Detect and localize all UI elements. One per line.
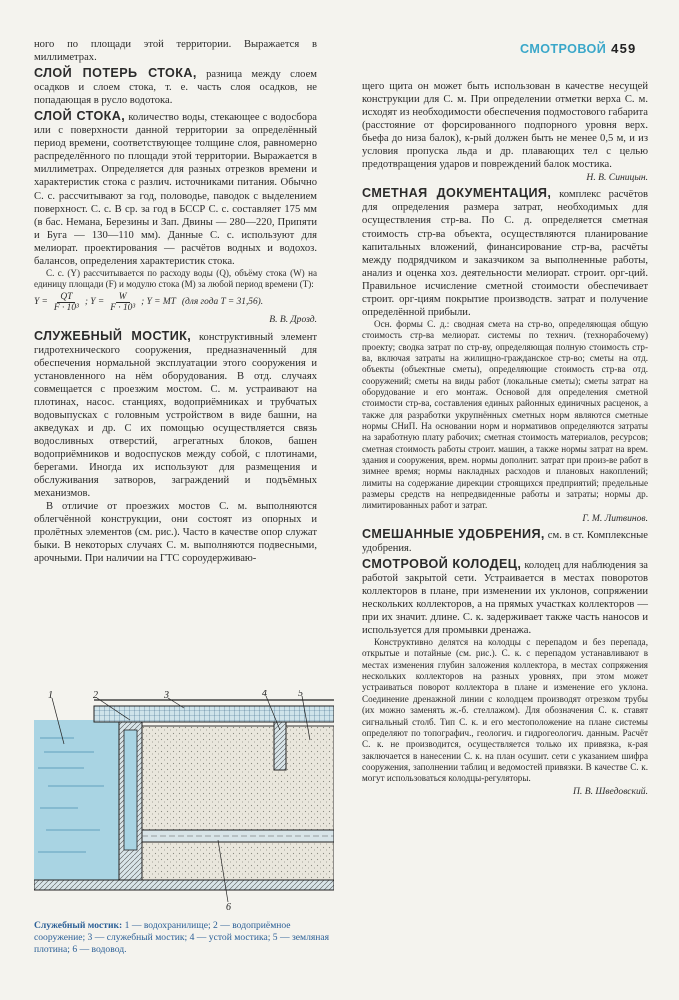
entry-small-text: Конструктивно делятся на колодцы с перепадом и без перепада, открытые и потайные (см. рис.). С. к. с перепадом устанавливают в местах изменения глубин заложения коллектора, в местах сопряжения нескольких коллекторов на разных уровнях, при этом может устраиваться поворот коллектора в плане и изменение его уклона. Соединение дренажной линии с колодцем производят отрезком трубы (их можно заменять ж.-б. стеллажом). Для обозначения С. к. ставят сигнальный столб. Тип С. к. и его местоположение на плане системы определяют по топографич., геологич. и гидрогеологич. данным. Расчёт С. к. не производится, осуществляется только их привязка, к-рая заключается в нанесении С. к. на план осушит. сети с указанием шифра сооружения, заполнении таблиц и ведомостей привязки. В качестве С. к. могут использоваться колодцы-регуляторы. bbox=[362, 637, 648, 784]
author-signature: П. В. Шведовский. bbox=[573, 785, 648, 797]
entry-headword: СЛОЙ СТОКА, bbox=[34, 109, 126, 124]
author-signature: Г. М. Литвинов. bbox=[582, 512, 648, 524]
formula-intro: С. с. (Y) рассчитывается по расходу воды (Q), объёму стока (W) на единицу площади (F) и модулю стока (M) за любой период времени (T): bbox=[34, 267, 317, 290]
entry-text: разница между слоем осадков и слоем стока, т. е. часть слоя осадков, не попадающая в русло водотока. bbox=[34, 69, 317, 107]
formula bbox=[34, 292, 317, 313]
entry-text: щего щита он может быть использован в качестве несущей конструкции для С. м. При определении отметки верха С. м. исходят из необходимости обеспечения подмостового габарита (расстояние от форсированного подпорного уровня верх. бьефа до низа балок), к-рый должен быть не менее 0,5 м, и из условия пропуска льда и др. плавающих тел с целью предотвращения ударов и повреждений балок мостика. bbox=[362, 81, 648, 171]
intro-continuation: ного по площади этой территории. Выражается в миллиметрах. bbox=[34, 39, 317, 64]
page-number: 459 bbox=[611, 41, 637, 56]
denominator: F · 10³ bbox=[110, 303, 136, 314]
numerator: W bbox=[116, 292, 130, 303]
entry-sloy-stoka bbox=[34, 110, 317, 326]
entry-continuation bbox=[362, 80, 648, 184]
author-signature: В. В. Дрозд. bbox=[269, 314, 317, 326]
label-5: 5 bbox=[298, 690, 303, 699]
formula-part: Y = bbox=[34, 297, 48, 308]
entry-text: количество воды, стекающее с водосбора или с поверхности данной территории за определённый период времени, соответствующее толщине слоя, равномерно распределённого по площади этой территории. Выражается в миллиметрах. Определяется для разных отрезков времени и характеристик стока с различ. источниками питания. Обычно С. с. рассчитывают за год, половодье, паводок с выделением поверхност. С. с. В ср. за год в БССР С. с. составляет 175 мм (в бас. Немана, Березины и Зап. Двины — 280—220, Припяти и Буга — 130—110 мм). Данные С. с. используют для мелиорат. проектирования — расчётов водных и водохоз. балансов, определения характеристик стока. bbox=[34, 112, 317, 267]
entry-headword: СЛУЖЕБНЫЙ МОСТИК, bbox=[34, 328, 192, 343]
entry-smeshannye-udobreniya bbox=[362, 528, 648, 555]
fraction bbox=[110, 292, 135, 313]
entry-small-text: Осн. формы С. д.: сводная смета на стр-во, определяющая общую стоимость стр-ва мелиорат. системы по технич. (технорабочему) проекту; сводка затрат по стр-ву, определяющая полную стоимость стр-ва, включая затраты на жилищно-гражданское стр-во; сметы на отд. объекты (объектные сметы), определяющие стоимость стр-ва отд. сооружений; сметы на виды работ (локальные сметы); сметы затрат на оборудование и его монтаж. Основой для определения сметной стоимости стр-ва, составления единых районных единичных расценок, а также для разработки укрупнённых сметных норм являются сметные нормы СНиП. На основании норм и нормативов определяются затраты на заработную плату рабочих; сметная стоимость материалов, ресурсов; сметная стоимость работы строит. машин, а также нормы затрат на врем. здания и сооружения, врем. нормы дополнит. затрат при произ-ве работ в зимнее время; нормы накладных расходов и плановых накоплений; лимиты на содержание дирекции строящихся предприятий; предельные размеры средств на непредвиденные работы и затраты; нормы др. лимитированных работ и затрат. bbox=[362, 318, 648, 511]
figure-caption bbox=[34, 920, 334, 955]
label-4: 4 bbox=[262, 690, 267, 699]
service-bridge-diagram bbox=[34, 690, 334, 912]
formula-note: (для года T = 31,56). bbox=[181, 297, 264, 308]
running-header bbox=[520, 41, 636, 56]
entry-headword: СЛОЙ ПОТЕРЬ СТОКА, bbox=[34, 66, 197, 81]
entry-sloy-poter-stoka bbox=[34, 67, 317, 107]
entry-smotrovoy-kolodets bbox=[362, 558, 648, 798]
entry-text: колодец для наблюдения за работой закрытой сети. Устраивается в местах поворотов коллекторов в плане, при изменении их уклонов, сопряжении нескольких коллекторов, а на прямых участках коллекторов — при их значит. длине. С. к. задерживает также часть наносов и используется для промывки дренажа. bbox=[362, 559, 648, 637]
denominator: F · 10³ bbox=[53, 303, 79, 314]
fraction bbox=[54, 292, 79, 313]
entry-headword: СМЕТНАЯ ДОКУМЕНТАЦИЯ, bbox=[362, 186, 552, 201]
dam-foundation bbox=[34, 880, 334, 890]
right-column bbox=[362, 80, 648, 798]
label-1: 1 bbox=[48, 690, 53, 701]
left-column bbox=[34, 38, 317, 565]
entry-sluzhebny-mostik bbox=[34, 330, 317, 566]
tower-shaft bbox=[124, 730, 137, 850]
caption-title: Служебный мостик: bbox=[34, 920, 123, 931]
entry-smetnaya-dokumentatsiya bbox=[362, 187, 648, 524]
entry-text-continued: В отличие от проезжих мостов С. м. выполняются облегчённой конструкции, они состоят из опорных и пролётных элементов (см. рис.). Часто в качестве опор служат быки. В некоторых случаях С. м. выполняются подвесными, арочными. При наличии на ГТС сороудерживаю- bbox=[34, 501, 317, 565]
entry-text: комплекс расчётов для определения размера затрат, необходимых для осуществления стр-ва. По С. д. определяется сметная стоимость стр-ва объекта, осуществляются планирование капитальных вложений, финансирование стр-ва, расчёты между подрядчиком и заказчиком за выполненные работы, анализ и оценка хоз. деятельности мелиорат. строит. орг-ций. Правильное исчисление сметной стоимости обеспечивает строит. орг-циям покрытие производств. затрат и получение определённой прибыли. bbox=[362, 189, 648, 318]
entry-headword: СМЕШАННЫЕ УДОБРЕНИЯ, bbox=[362, 526, 545, 541]
reservoir-water bbox=[34, 720, 119, 880]
entry-headword: СМОТРОВОЙ КОЛОДЕЦ, bbox=[362, 556, 522, 571]
formula-part: ; Y = bbox=[84, 297, 105, 308]
label-2: 2 bbox=[93, 690, 98, 701]
numerator: QT bbox=[57, 292, 75, 303]
running-headword: СМОТРОВОЙ bbox=[520, 42, 607, 56]
entry-cross-reference: см. в ст. Комплексные удобрения. bbox=[362, 529, 648, 554]
author-signature: Н. В. Синицын. bbox=[586, 172, 648, 184]
caption-text: 1 — водохранилище; 2 — водоприёмное сооружение; 3 — служебный мостик; 4 — устой мостика; 5 — земляная плотина; 6 — водовод. bbox=[34, 920, 330, 955]
label-6: 6 bbox=[226, 902, 231, 912]
entry-text: конструктивный элемент гидротехнического сооружения, предназначенный для обеспечения нормальной эксплуатации этого сооружения и установленного на нём оборудования. В отд. случаях совмещается с проезжим мостом. С. м. устраивают на плотинах, насос. станциях, водоприёмниках и трубчатых водовыпусках с головным устройством в виде башни, на акведуках и др. С их помощью осуществляется связь водосливных отверстий, агрегатных блоков, башен водоприёмников и водоспусков между собой, с плотинами, берегами. Иногда их используют для размещения и обслуживания затворов, заграждений и подъёмных механизмов. bbox=[34, 331, 317, 500]
earth-dam bbox=[142, 726, 334, 880]
label-3: 3 bbox=[164, 690, 169, 701]
formula-part: ; Y = MT bbox=[141, 297, 176, 308]
